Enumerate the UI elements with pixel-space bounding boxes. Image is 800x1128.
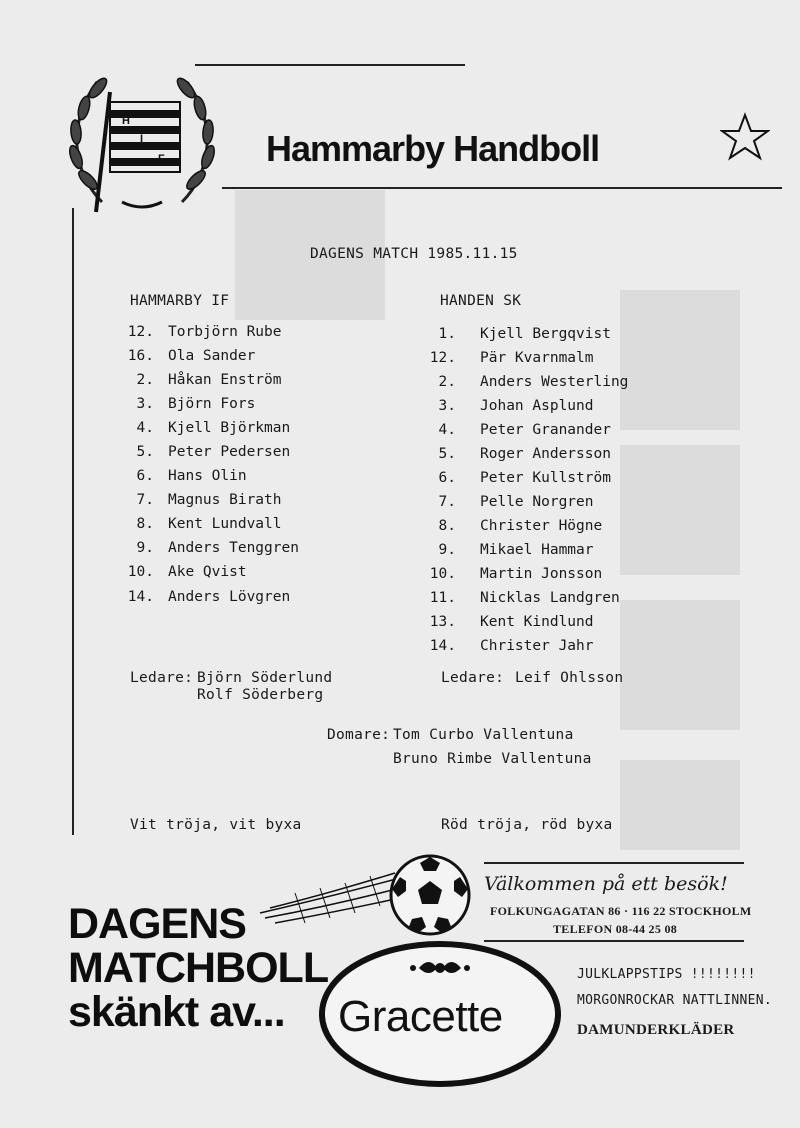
away-team-name: HANDEN SK [440, 293, 522, 309]
player-number: 10. [127, 564, 154, 580]
player-number: 6. [136, 468, 154, 484]
player-name: Björn Fors [168, 396, 256, 412]
player-name: Ake Qvist [168, 564, 247, 580]
list-item [412, 470, 611, 486]
player-name: Kjell Bergqvist [480, 326, 611, 342]
svg-text:F: F [158, 153, 165, 165]
away-leader-1: Leif Ohlsson [515, 670, 624, 686]
player-number: 2. [438, 374, 456, 390]
list-item [412, 638, 594, 654]
tip-line-1: JULKLAPPSTIPS !!!!!!!! [577, 967, 756, 982]
player-number: 8. [438, 518, 456, 534]
list-item [412, 422, 611, 438]
list-item [110, 372, 282, 388]
left-vertical-rule [72, 208, 74, 835]
bleed-through-photo [620, 600, 740, 730]
football-icon [388, 853, 472, 937]
svg-text:H: H [122, 115, 130, 127]
list-item [412, 350, 594, 366]
player-name: Pär Kvarnmalm [480, 350, 594, 366]
player-number: 2. [136, 372, 154, 388]
away-kit: Röd tröja, röd byxa [441, 817, 613, 833]
player-number: 8. [136, 516, 154, 532]
list-item [110, 420, 290, 436]
list-item [110, 444, 290, 460]
bleed-through-photo [620, 760, 740, 850]
list-item [110, 589, 290, 605]
player-number: 7. [438, 494, 456, 510]
player-name: Roger Andersson [480, 446, 611, 462]
bleed-through-photo [620, 290, 740, 430]
list-item [412, 494, 594, 510]
player-number: 12. [429, 350, 456, 366]
ball-motion-lines [255, 868, 405, 928]
ad-rule-top [484, 862, 744, 864]
player-number: 5. [438, 446, 456, 462]
list-item [412, 542, 594, 558]
tip-line-3: DAMUNDERKLÄDER [577, 1022, 735, 1038]
referee-1: Tom Curbo Vallentuna [393, 727, 574, 743]
club-crest-logo [62, 62, 222, 222]
player-number: 9. [136, 540, 154, 556]
player-number: 4. [438, 422, 456, 438]
player-number: 13. [429, 614, 456, 630]
player-number: 3. [136, 396, 154, 412]
player-number: 12. [127, 324, 154, 340]
ad-line-matchboll: MATCHBOLL [68, 944, 329, 992]
player-number: 1. [438, 326, 456, 342]
svg-text:I: I [140, 133, 144, 145]
player-name: Hans Olin [168, 468, 247, 484]
player-name: Johan Asplund [480, 398, 594, 414]
shop-welcome: Välkommen på ett besök! [484, 873, 728, 895]
player-name: Torbjörn Rube [168, 324, 282, 340]
player-number: 7. [136, 492, 154, 508]
list-item [412, 590, 620, 606]
player-name: Nicklas Landgren [480, 590, 620, 606]
top-rule [195, 64, 465, 66]
player-name: Pelle Norgren [480, 494, 594, 510]
player-number: 10. [429, 566, 456, 582]
list-item [412, 326, 611, 342]
tip-line-2: MORGONROCKAR NATTLINNEN. [577, 993, 773, 1008]
list-item [110, 468, 247, 484]
player-number: 14. [429, 638, 456, 654]
list-item [110, 492, 282, 508]
player-name: Håkan Enström [168, 372, 282, 388]
player-number: 14. [127, 589, 154, 605]
player-name: Anders Lövgren [168, 589, 291, 605]
away-leaders-label: Ledare: [441, 670, 505, 686]
list-item [110, 516, 282, 532]
title-rule [222, 187, 782, 189]
player-name: Christer Högne [480, 518, 603, 534]
player-name: Peter Granander [480, 422, 611, 438]
home-leader-1: Björn Söderlund [197, 670, 333, 686]
list-item [412, 518, 602, 534]
list-item [412, 374, 628, 390]
list-item [412, 566, 602, 582]
player-name: Kjell Björkman [168, 420, 291, 436]
home-kit: Vit tröja, vit byxa [130, 817, 302, 833]
player-name: Anders Tenggren [168, 540, 299, 556]
player-number: 9. [438, 542, 456, 558]
list-item [110, 540, 299, 556]
player-number: 3. [438, 398, 456, 414]
home-team-name: HAMMARBY IF [130, 293, 230, 309]
player-name: Christer Jahr [480, 638, 594, 654]
referee-2: Bruno Rimbe Vallentuna [393, 751, 592, 767]
list-item [110, 396, 255, 412]
list-item [110, 324, 282, 340]
star-icon [720, 112, 770, 164]
player-number: 11. [429, 590, 456, 606]
bleed-through-photo [620, 445, 740, 575]
player-name: Magnus Birath [168, 492, 282, 508]
player-name: Anders Westerling [480, 374, 629, 390]
home-leaders-label: Ledare: [130, 670, 194, 686]
player-name: Kent Lundvall [168, 516, 282, 532]
ad-line-skankt-av: skänkt av... [68, 988, 285, 1036]
player-number: 4. [136, 420, 154, 436]
list-item [412, 446, 611, 462]
ad-line-dagens: DAGENS [68, 900, 246, 948]
player-number: 5. [136, 444, 154, 460]
player-name: Peter Kullström [480, 470, 611, 486]
gracette-brand-name: Gracette [338, 992, 503, 1041]
list-item [412, 398, 594, 414]
match-heading: DAGENS MATCH 1985.11.15 [310, 246, 518, 262]
player-number: 6. [438, 470, 456, 486]
player-number: 16. [127, 348, 154, 364]
page-title: Hammarby Handboll [266, 128, 600, 169]
player-name: Peter Pedersen [168, 444, 291, 460]
player-name: Ola Sander [168, 348, 256, 364]
referees-label: Domare: [327, 727, 391, 743]
home-leader-2: Rolf Söderberg [197, 687, 324, 703]
list-item [110, 348, 255, 364]
list-item [412, 614, 594, 630]
player-name: Martin Jonsson [480, 566, 603, 582]
shop-address: FOLKUNGAGATAN 86 · 116 22 STOCKHOLM [490, 904, 752, 918]
player-name: Kent Kindlund [480, 614, 594, 630]
shop-phone: TELEFON 08-44 25 08 [553, 922, 678, 936]
player-name: Mikael Hammar [480, 542, 594, 558]
list-item [110, 564, 247, 580]
